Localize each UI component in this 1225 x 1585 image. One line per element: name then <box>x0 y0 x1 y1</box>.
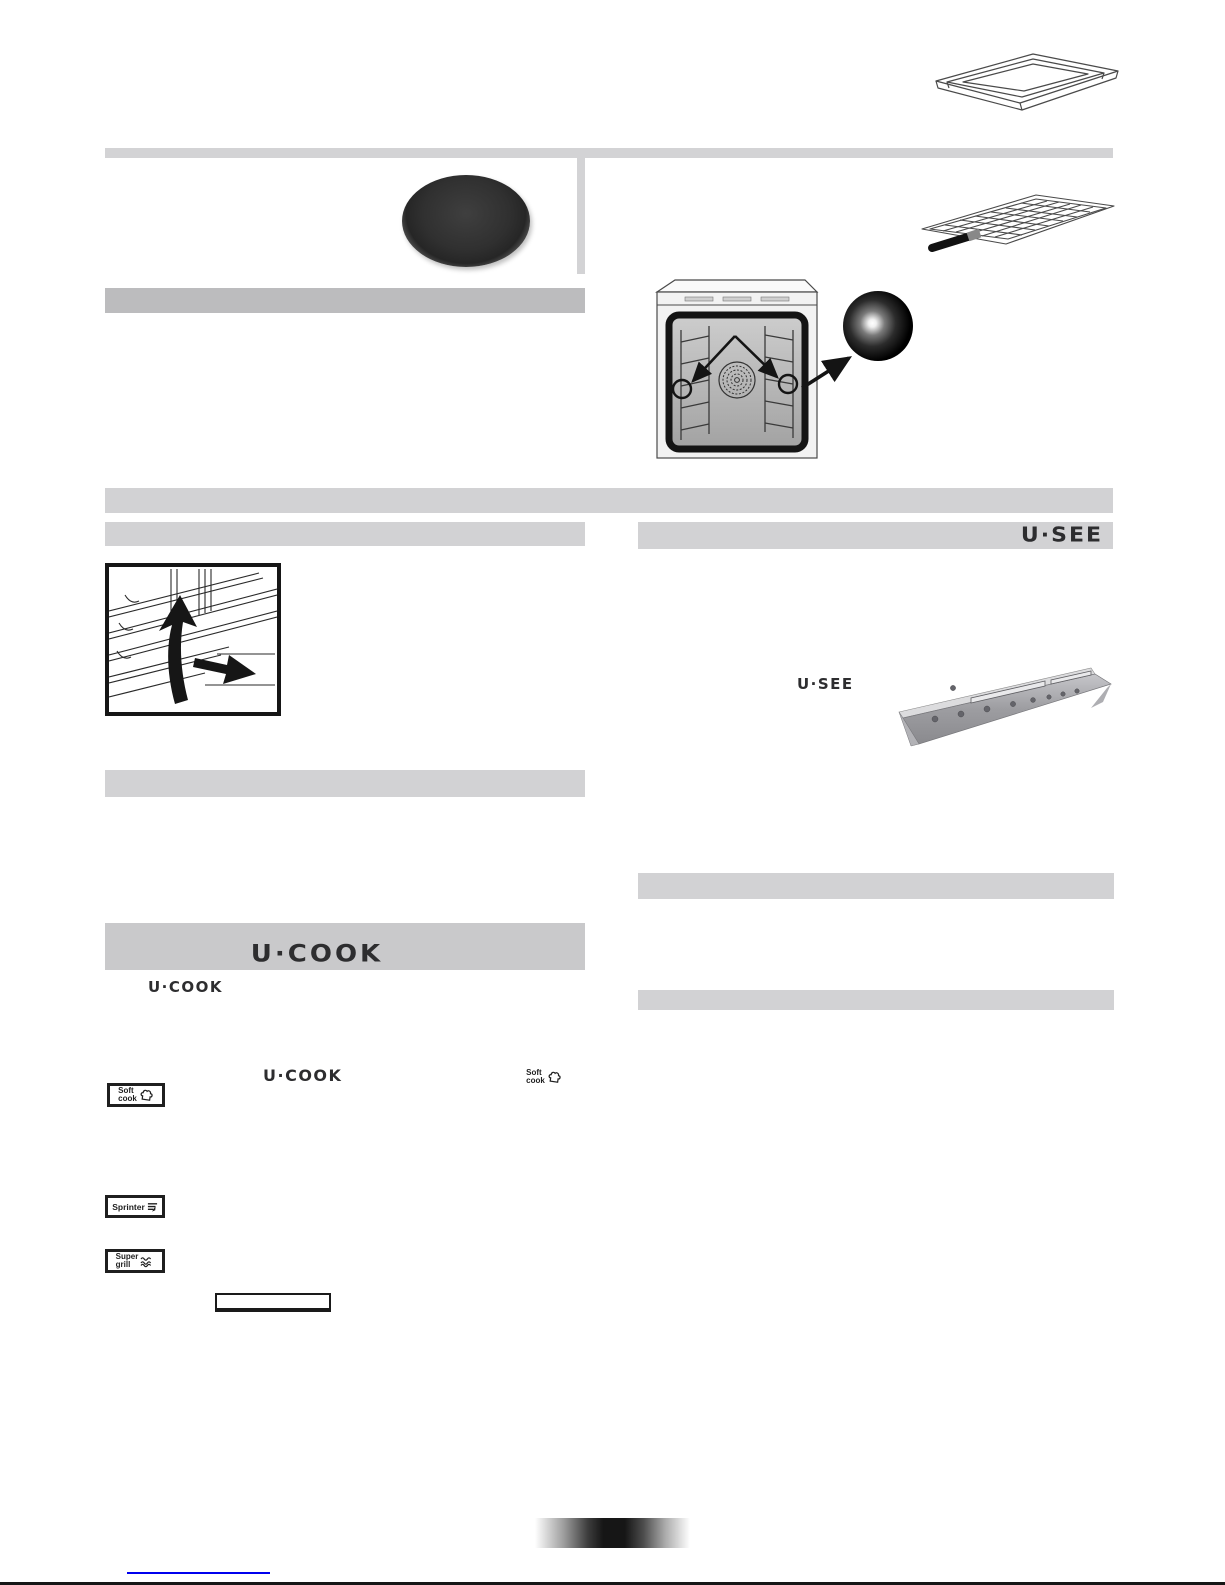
chef-hat-icon <box>139 1088 154 1103</box>
ucook-inline-logo: U·COOK <box>263 1066 343 1085</box>
link-underline[interactable] <box>127 1572 270 1574</box>
super-grill-label: Super grill <box>115 1252 139 1269</box>
soft-cook-boxed-icon <box>107 1083 165 1107</box>
soft-cook-label: Soft cook <box>118 1086 137 1103</box>
empty-display-box <box>215 1293 331 1312</box>
baking-tray-illustration <box>932 50 1124 122</box>
section-divider-bar-top <box>105 148 1113 158</box>
section-bar-full <box>105 488 1113 513</box>
subsection-bar-lamp <box>105 288 585 313</box>
grill-rack-illustration <box>916 189 1122 257</box>
usee-inline-logo: U·SEE <box>797 675 854 693</box>
subsection-bar-right-2 <box>638 990 1114 1010</box>
soft-cook-label: Soft cook <box>526 1068 545 1085</box>
subsection-bar-shelves <box>105 522 585 546</box>
grill-waves-icon <box>140 1254 154 1268</box>
chef-hat-icon <box>547 1070 562 1085</box>
usee-logo: U·SEE <box>1020 524 1103 547</box>
ucook-small-logo: U·COOK <box>148 978 224 996</box>
usee-trim-photo <box>893 662 1119 748</box>
sprinter-label: Sprinter <box>112 1201 145 1212</box>
oven-lamp-photo <box>843 291 913 361</box>
shelf-removal-figure <box>105 563 281 716</box>
page-number-gradient-bar <box>535 1518 690 1548</box>
ucook-section-bar <box>105 923 585 970</box>
grill-handle <box>932 235 974 248</box>
sprinter-fast-icon <box>147 1201 158 1213</box>
soft-cook-inline-icon <box>520 1066 568 1088</box>
super-grill-boxed-icon <box>105 1249 165 1273</box>
column-divider <box>577 148 585 274</box>
ucook-logo: U·COOK <box>250 940 384 968</box>
sprinter-boxed-icon <box>105 1195 165 1218</box>
subsection-bar-left <box>105 770 585 797</box>
pizza-pan-photo <box>402 175 530 267</box>
subsection-bar-right-1 <box>638 873 1114 899</box>
usee-section-bar <box>638 522 1113 549</box>
